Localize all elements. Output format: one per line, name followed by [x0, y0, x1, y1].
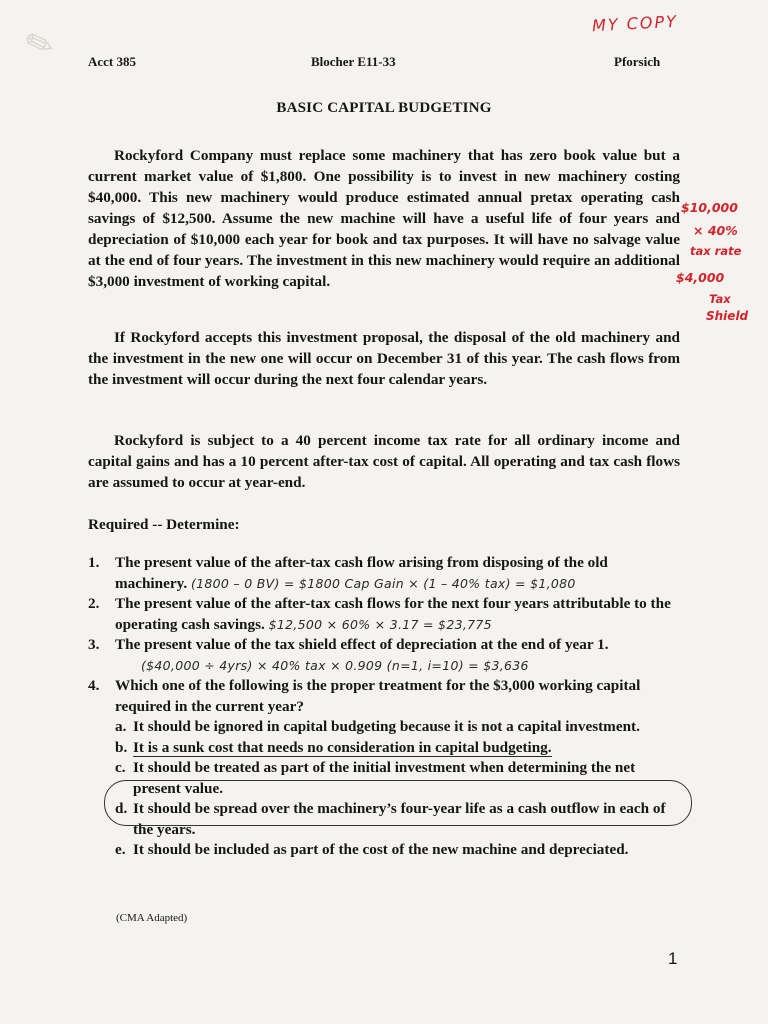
- handwritten-margin-note-4: $4,000: [676, 270, 725, 285]
- question-text: The present value of the after-tax cash flow arising from disposing of the old machinery.: [115, 554, 608, 592]
- faded-mark-icon: ✎: [20, 22, 60, 68]
- question-4: [88, 676, 682, 861]
- handwritten-answer-2: $12,500 × 60% × 3.17 = $23,775: [268, 616, 492, 632]
- paragraph-3: Rockyford is subject to a 40 percent income tax rate for all ordinary income and capital gains and has a 10 percent after-tax cost of capital. All operating and tax cash flows are assumed to occur at year-end.: [88, 432, 680, 491]
- page-number: 1: [668, 949, 678, 968]
- required-heading: Required -- Determine:: [88, 516, 240, 533]
- option-text: It should be treated as part of the initial investment when determining the net present value.: [133, 759, 636, 797]
- handwritten-margin-note-1: $10,000: [681, 200, 738, 215]
- question-number: 3.: [88, 636, 100, 653]
- option-text: It is a sunk cost that needs no consideration in capital budgeting.: [133, 738, 552, 756]
- handwritten-margin-note-5: Tax: [709, 292, 731, 306]
- page-title: BASIC CAPITAL BUDGETING: [276, 100, 492, 116]
- handwritten-my-copy: MY COPY: [591, 11, 679, 36]
- option-a: [115, 717, 682, 738]
- option-text: It should be ignored in capital budgeting because it is not a capital investment.: [133, 718, 640, 735]
- paragraph-2: If Rockyford accepts this investment proposal, the disposal of the old machinery and the investment in the new one will occur on December 31 of this year. The cash flows from the investment will occur during the next four calendar years.: [88, 329, 680, 388]
- option-e: [115, 840, 682, 861]
- option-letter: e.: [115, 841, 126, 858]
- handwritten-margin-note-3: tax rate: [690, 244, 742, 258]
- option-letter: c.: [115, 759, 126, 776]
- course-code: Acct 385: [88, 54, 137, 69]
- question-number: 4.: [88, 677, 100, 694]
- question-text: The present value of the tax shield effect of depreciation at the end of year 1.: [115, 636, 609, 653]
- paragraph-1: Rockyford Company must replace some machinery that has zero book value but a current market value of $1,800. One possibility is to invest in new machinery costing $40,000. This new machinery would produce estimated annual pretax operating cash savings of $12,500. Assume the new machine will have a useful life of four years and depreciation of $10,000 each year for book and tax purposes. It will have no salvage value at the end of four years. The investment in this new machinery would require an additional $3,000 investment of working capital.: [88, 147, 680, 290]
- source-note: (CMA Adapted): [116, 912, 188, 924]
- option-letter: d.: [115, 800, 128, 817]
- option-b: [115, 738, 682, 759]
- option-text: It should be included as part of the cost of the new machine and depreciated.: [133, 841, 629, 858]
- handwritten-circle-answer-c: [104, 780, 692, 826]
- question-text: The present value of the after-tax cash flows for the next four years attributable to the operating cash savings.: [115, 595, 671, 633]
- handwritten-margin-note-6: Shield: [706, 309, 749, 323]
- question-text: Which one of the following is the proper treatment for the $3,000 working capital required in the current year?: [115, 677, 641, 715]
- instructor-name: Pforsich: [614, 54, 661, 69]
- handwritten-answer-1: (1800 – 0 BV) = $1800 Cap Gain × (1 – 40% tax) = $1,080: [190, 575, 576, 591]
- question-number: 2.: [88, 595, 100, 612]
- option-letter: b.: [115, 738, 128, 756]
- question-number: 1.: [88, 554, 100, 571]
- handwritten-answer-3: ($40,000 ÷ 4yrs) × 40% tax × 0.909 (n=1, i=10) = $3,636: [141, 657, 529, 673]
- option-text: It should be spread over the machinery’s four-year life as a cash outflow in each of the years.: [133, 800, 666, 838]
- option-letter: a.: [115, 718, 127, 735]
- problem-id: Blocher E11-33: [311, 54, 396, 69]
- handwritten-margin-note-2: × 40%: [693, 223, 738, 238]
- question-2: [88, 594, 682, 635]
- question-3: [88, 635, 682, 676]
- question-1: [88, 553, 682, 594]
